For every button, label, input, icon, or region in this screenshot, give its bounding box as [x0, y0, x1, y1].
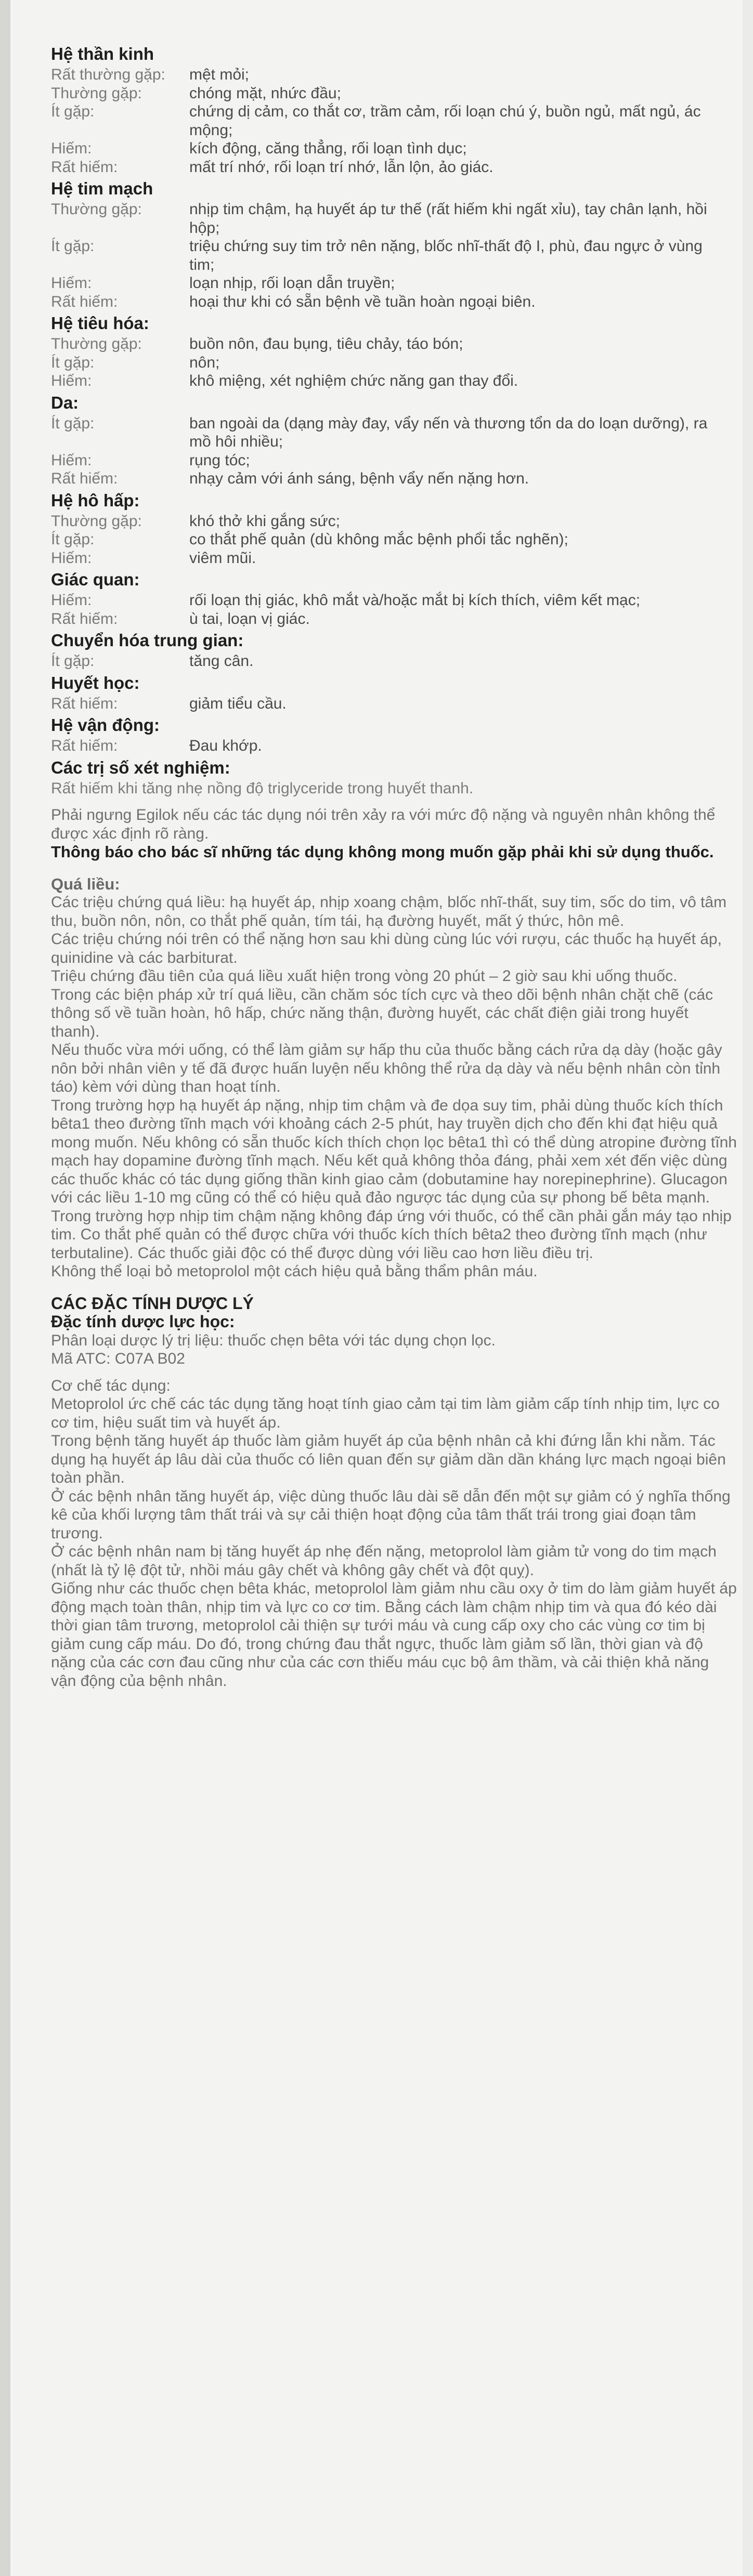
frequency-label: Ít gặp:: [51, 354, 95, 371]
side-effect-row: [51, 200, 737, 237]
overdose-paragraph: Trong các biện pháp xử trí quá liều, cần chăm sóc tích cực và theo dõi bệnh nhân chặt chẽ (các thông số về tuần hoàn, hô hấp, chức năng thận, đường huyết, các chất điện giải trong huyết thanh).: [51, 986, 713, 1040]
side-effect-text: kích động, căng thẳng, rối loạn tình dục;: [189, 140, 467, 157]
side-effect-row: [51, 695, 737, 713]
overdose-paragraph: Nếu thuốc vừa mới uống, có thể làm giảm sự hấp thu của thuốc bằng cách rửa dạ dày (hoặc gây nôn bởi nhân viên y tế đã được huấn luyện nếu không thể rửa dạ dày và nếu bệnh nhân còn tỉnh táo) kèm với dùng than hoạt tính.: [51, 1041, 722, 1095]
pharmacology-heading: CÁC ĐẶC TÍNH DƯỢC LÝ: [51, 1293, 254, 1313]
side-effect-text: rối loạn thị giác, khô mắt và/hoặc mắt bị kích thích, viêm kết mạc;: [189, 592, 641, 609]
side-effect-row: [51, 354, 737, 372]
frequency-label: Thường gặp:: [51, 84, 142, 102]
section-heading: Da:: [51, 393, 79, 412]
side-effect-row: [51, 158, 737, 177]
frequency-label: Hiếm:: [51, 274, 92, 292]
stop-note: Phải ngưng Egilok nếu các tác dụng nói trên xảy ra với mức độ nặng và nguyên nhân không thể được xác định rõ ràng.: [51, 806, 716, 842]
side-effect-text: hoại thư khi có sẵn bệnh về tuần hoàn ngoại biên.: [189, 293, 536, 310]
side-effect-row: [51, 451, 737, 470]
frequency-label: Hiếm:: [51, 549, 92, 567]
side-effect-text: co thắt phế quản (dù không mắc bệnh phổi tắc nghẽn);: [189, 531, 568, 548]
section-heading: Các trị số xét nghiệm:: [51, 757, 230, 777]
side-effect-row: [51, 414, 737, 451]
side-effect-text: chứng dị cảm, co thắt cơ, trầm cảm, rối loạn chú ý, buồn ngủ, mất ngủ, ác mộng;: [189, 103, 701, 139]
leaflet-content: [51, 42, 737, 1690]
section-heading: Giác quan:: [51, 570, 140, 589]
side-effect-text: viêm mũi.: [189, 549, 256, 567]
side-effect-row: [51, 237, 737, 274]
side-effect-row: [51, 84, 737, 103]
side-effect-row: [51, 293, 737, 311]
side-effect-text: rụng tóc;: [189, 451, 250, 469]
frequency-label: Hiếm:: [51, 592, 92, 609]
side-effect-row: [51, 102, 737, 139]
frequency-label: Rất hiếm:: [51, 470, 118, 487]
side-effect-text: mất trí nhớ, rối loạn trí nhớ, lẫn lộn, ảo giác.: [189, 158, 494, 176]
frequency-label: Ít gặp:: [51, 531, 95, 548]
side-effect-row: [51, 274, 737, 293]
side-effect-row: [51, 549, 737, 568]
side-effect-text: buồn nôn, đau bụng, tiêu chảy, táo bón;: [189, 335, 463, 352]
side-effect-text: nhạy cảm với ánh sáng, bệnh vẩy nến nặng hơn.: [189, 470, 529, 487]
frequency-label: Hiếm:: [51, 451, 92, 469]
side-effect-text: triệu chứng suy tim trở nên nặng, blốc nhĩ-thất độ I, phù, đau ngực ở vùng tim;: [189, 238, 703, 273]
side-effect-text: khô miệng, xét nghiệm chức năng gan thay đổi.: [189, 372, 518, 389]
section-heading: Hệ tiêu hóa:: [51, 313, 149, 333]
frequency-label: Rất hiếm:: [51, 610, 118, 627]
side-effect-text: mệt mỏi;: [189, 66, 250, 83]
side-effect-row: [51, 66, 737, 84]
side-effect-row: [51, 512, 737, 531]
side-effect-row: [51, 610, 737, 629]
pharmacodynamics-heading: Đặc tính dược lực học:: [51, 1312, 235, 1331]
lab-note: Rất hiếm khi tăng nhẹ nồng độ triglyceride trong huyết thanh.: [51, 779, 474, 797]
frequency-label: Ít gặp:: [51, 652, 95, 670]
side-effect-row: [51, 652, 737, 671]
report-note: Thông báo cho bác sĩ những tác dụng không mong muốn gặp phải khi sử dụng thuốc.: [51, 843, 714, 861]
side-effect-text: giảm tiểu cầu.: [189, 695, 287, 712]
section-heading: Hệ hô hấp:: [51, 490, 140, 510]
classification-text: Phân loại dược lý trị liệu: thuốc chẹn bêta với tác dụng chọn lọc.: [51, 1331, 496, 1349]
side-effect-row: [51, 591, 737, 610]
side-effect-text: chóng mặt, nhức đầu;: [189, 84, 341, 102]
frequency-label: Hiếm:: [51, 140, 92, 157]
frequency-label: Thường gặp:: [51, 512, 142, 530]
frequency-label: Rất thường gặp:: [51, 66, 165, 83]
leaflet-page: [10, 0, 743, 2576]
pharmacology-paragraph: Trong bệnh tăng huyết áp thuốc làm giảm huyết áp của bệnh nhân cả khi đứng lẫn khi nằm. Tác dụng hạ huyết áp lâu dài của thuốc có liên quan đến sự giảm dần dần kháng lực mạch ngoại biên toàn phần.: [51, 1432, 726, 1486]
section-heading: Chuyển hóa trung gian:: [51, 631, 244, 650]
side-effect-text: tăng cân.: [189, 652, 254, 670]
frequency-label: Thường gặp:: [51, 201, 142, 218]
side-effect-text: khó thở khi gắng sức;: [189, 512, 340, 530]
pharmacology-paragraph: Giống như các thuốc chẹn bêta khác, metoprolol làm giảm nhu cầu oxy ở tim do làm giảm huyết áp động mạch toàn thân, nhịp tim và lực co cơ tim. Bằng cách làm chậm nhịp tim và qua đó kéo dài thời gian tâm trương, metoprolol cải thiện sự tưới máu và cung cấp oxy cho các vùng cơ tim bị giảm cung cấp máu. Do đó, trong chứng đau thắt ngực, thuốc làm giảm số lần, thời gian và độ nặng của các cơn đau cũng như của các cơn thiếu máu cục bộ âm thầm, và cải thiện khả năng vận động của bệnh nhân.: [51, 1580, 737, 1690]
mechanism-heading: Cơ chế tác dụng:: [51, 1377, 171, 1394]
side-effect-text: loạn nhịp, rối loạn dẫn truyền;: [189, 274, 395, 292]
side-effect-text: ban ngoài da (dạng mày đay, vẩy nến và thương tổn da do loạn dưỡng), ra mồ hôi nhiều;: [189, 414, 708, 450]
section-heading: Huyết học:: [51, 673, 140, 692]
frequency-label: Ít gặp:: [51, 414, 95, 432]
side-effect-row: [51, 139, 737, 158]
overdose-heading: Quá liều:: [51, 874, 120, 893]
pharmacology-paragraph: Metoprolol ức chế các tác dụng tăng hoạt tính giao cảm tại tim làm giảm cấp tính nhịp tim, lực co cơ tim, hiệu suất tim và huyết áp.: [51, 1395, 720, 1431]
side-effect-text: nhịp tim chậm, hạ huyết áp tư thế (rất hiếm khi ngất xỉu), tay chân lạnh, hồi hộp;: [189, 201, 707, 237]
side-effect-row: [51, 335, 737, 354]
side-effect-row: [51, 530, 737, 549]
side-effect-text: nôn;: [189, 354, 220, 371]
overdose-paragraph: Trong trường hợp hạ huyết áp nặng, nhịp tim chậm và đe dọa suy tim, phải dùng thuốc kích thích bêta1 theo đường tĩnh mạch với khoảng cách 2-5 phút, hay truyền dịch cho đến khi đạt hiệu quả mong muốn. Nếu không có sẵn thuốc kích thích chọn lọc bêta1 thì có thể dùng atropine đường tĩnh mạch hay dopamine đường tĩnh mạch. Nếu kết quả không thỏa đáng, phải xem xét đến việc dùng các thuốc khác có tác dụng giống thần kinh giao cảm (dobutamine hay norepinephrine). Glucagon với các liều 1-10 mg cũng có thể có hiệu quả đảo ngược tác dụng của sự phong bế bêta mạnh. Trong trường hợp nhịp tim chậm nặng không đáp ứng với thuốc, có thể cần phải gắn máy tạo nhịp tim. Co thắt phế quản có thể được chữa với thuốc kích thích bêta2 theo đường tĩnh mạch (như terbutaline). Các thuốc giải độc có thể được dùng với liều cao hơn liều điều trị.: [51, 1096, 737, 1262]
side-effect-row: [51, 372, 737, 390]
side-effect-text: Đau khớp.: [189, 737, 262, 754]
frequency-label: Rất hiếm:: [51, 695, 118, 712]
frequency-label: Ít gặp:: [51, 238, 95, 255]
overdose-paragraph: Triệu chứng đầu tiên của quá liều xuất hiện trong vòng 20 phút – 2 giờ sau khi uống thuốc.: [51, 967, 678, 985]
pharmacology-paragraph: Ở các bệnh nhân tăng huyết áp, việc dùng thuốc lâu dài sẽ dẫn đến một sự giảm có ý nghĩa thống kê của khối lượng tâm thất trái và sự cải thiện hoạt động của tâm thất trái trong giai đoạn tâm trương.: [51, 1487, 731, 1542]
overdose-paragraph: Các triệu chứng nói trên có thể nặng hơn sau khi dùng cùng lúc với rượu, các thuốc hạ huyết áp, quinidine và các barbiturat.: [51, 931, 722, 966]
side-effect-text: ù tai, loạn vị giác.: [189, 610, 310, 627]
page-edge: [0, 0, 10, 2576]
frequency-label: Rất hiếm:: [51, 737, 118, 754]
section-heading: Hệ tim mạch: [51, 179, 153, 198]
frequency-label: Rất hiếm:: [51, 293, 118, 310]
atc-code: Mã ATC: C07A B02: [51, 1350, 185, 1367]
frequency-label: Thường gặp:: [51, 335, 142, 352]
side-effect-row: [51, 469, 737, 488]
overdose-paragraph: Không thể loại bỏ metoprolol một cách hiệu quả bằng thẩm phân máu.: [51, 1263, 538, 1280]
frequency-label: Ít gặp:: [51, 103, 95, 120]
pharmacology-paragraph: Ở các bệnh nhân nam bị tăng huyết áp nhẹ đến nặng, metoprolol làm giảm tử vong do tim mạch (nhất là tỷ lệ đột tử, nhồi máu gây chết và không gây chết và đột quỵ).: [51, 1543, 717, 1579]
overdose-paragraph: Các triệu chứng quá liều: hạ huyết áp, nhịp xoang chậm, blốc nhĩ-thất, suy tim, sốc do tim, vô tâm thu, buồn nôn, nôn, co thắt phế quản, tím tái, hạ đường huyết, mất ý thức, hôn mê.: [51, 894, 727, 930]
frequency-label: Rất hiếm:: [51, 158, 118, 176]
section-heading: Hệ vận động:: [51, 715, 160, 735]
side-effect-row: [51, 737, 737, 755]
frequency-label: Hiếm:: [51, 372, 92, 389]
section-heading: Hệ thần kinh: [51, 44, 154, 63]
